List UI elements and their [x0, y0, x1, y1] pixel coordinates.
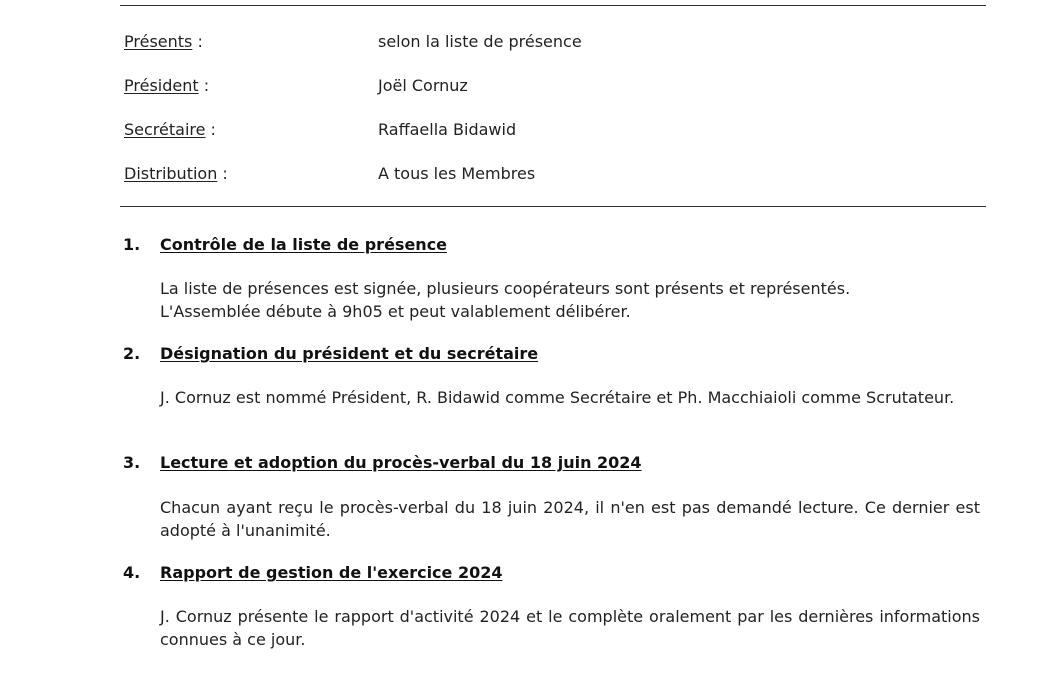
section-4-body: J. Cornuz présente le rapport d'activité 2024 et le complète oralement par les dernières informations connues à ce jour.: [160, 607, 980, 649]
section-1-number: 1.: [123, 235, 141, 254]
section-1-line-1: La liste de présences est signée, plusieurs coopérateurs sont présents et représentés.: [160, 279, 851, 298]
section-1-title: Contrôle de la liste de présence: [160, 235, 448, 254]
header-divider: [120, 206, 986, 207]
top-divider: [120, 5, 986, 6]
section-2-title: Désignation du président et du secrétaire: [160, 344, 539, 363]
presents-label: Présents :: [124, 32, 203, 51]
section-4-title: Rapport de gestion de l'exercice 2024: [160, 563, 503, 582]
president-value: Joël Cornuz: [378, 76, 468, 95]
president-label: Président :: [124, 76, 210, 95]
section-2-body: J. Cornuz est nommé Président, R. Bidawid comme Secrétaire et Ph. Macchiaioli comme Scrutateur.: [160, 388, 955, 407]
section-3-title: Lecture et adoption du procès-verbal du 18 juin 2024: [160, 453, 642, 472]
section-3-number: 3.: [123, 453, 141, 472]
distribution-label: Distribution :: [124, 164, 228, 183]
secretaire-value: Raffaella Bidawid: [378, 120, 517, 139]
presents-value: selon la liste de présence: [378, 32, 582, 51]
secretaire-label: Secrétaire :: [124, 120, 216, 139]
section-2-number: 2.: [123, 344, 141, 363]
section-4-number: 4.: [123, 563, 141, 582]
section-3-body: Chacun ayant reçu le procès-verbal du 18 juin 2024, il n'en est pas demandé lecture. Ce dernier est adopté à l'unanimité.: [160, 498, 980, 540]
section-1-line-2: L'Assemblée débute à 9h05 et peut valablement délibérer.: [160, 302, 631, 321]
distribution-value: A tous les Membres: [378, 164, 536, 183]
section-1-body: [160, 277, 980, 323]
